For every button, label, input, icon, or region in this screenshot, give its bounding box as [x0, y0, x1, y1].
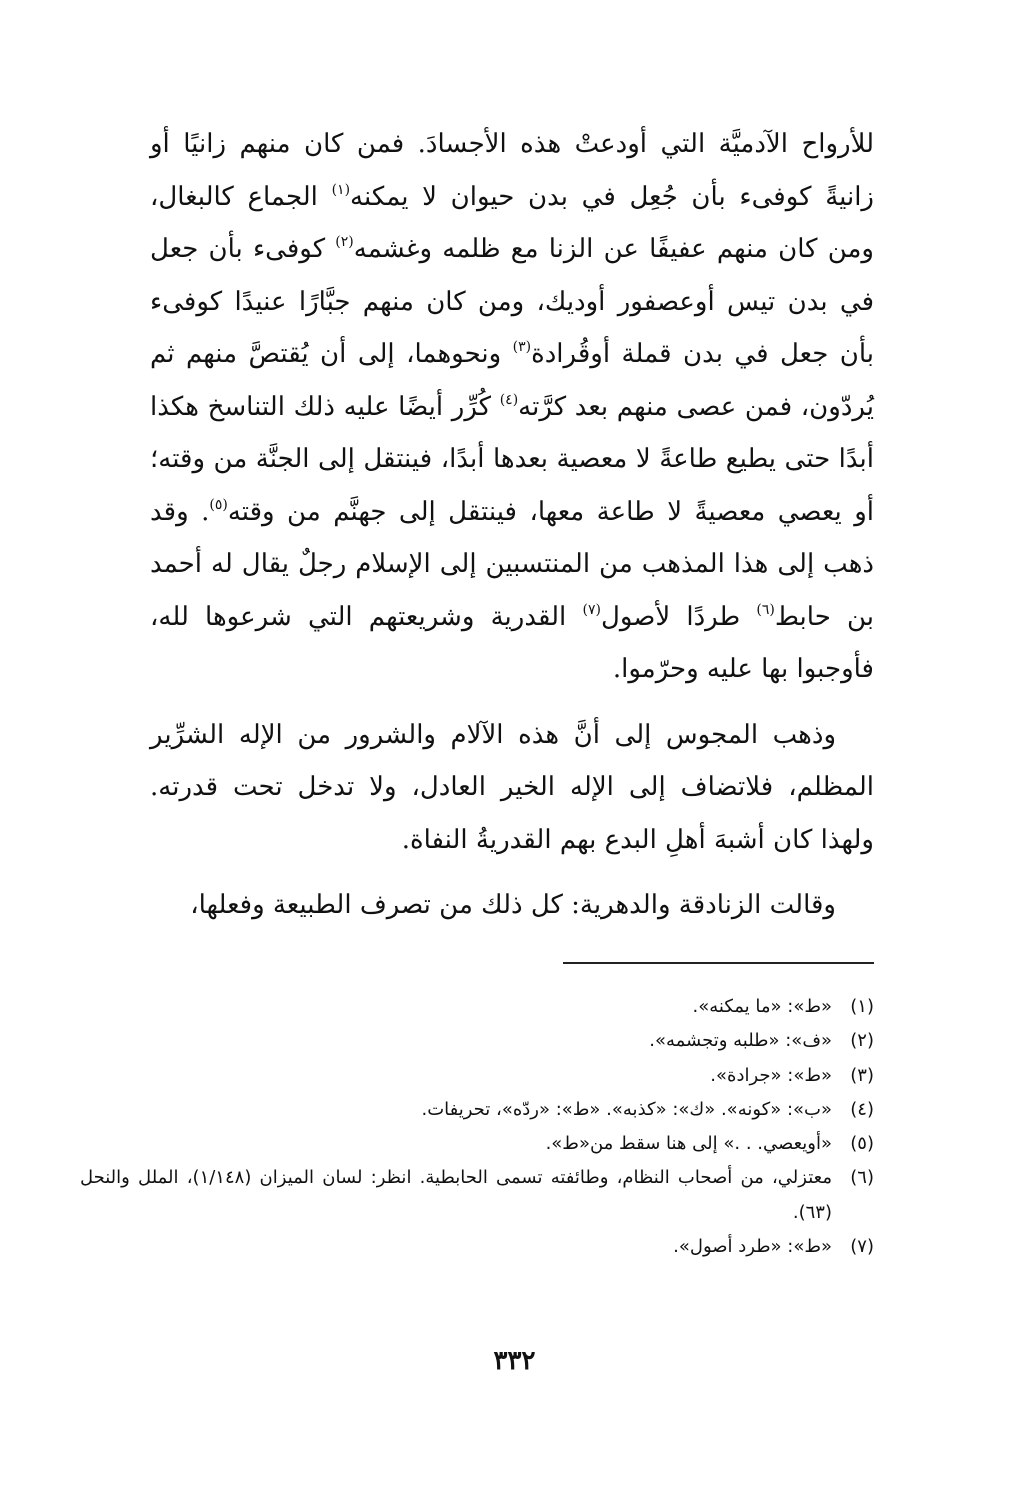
paragraph-3: وقالت الزنادقة والدهرية: كل ذلك من تصرف الطبيعة وفعلها،	[190, 890, 836, 920]
paragraph-1	[150, 118, 874, 696]
text-run: ونحوهما، إلى أن يُقتصَّ منهم ثم يُردّون، فمن عصى منهم بعد كرَّته	[150, 339, 874, 422]
footnote-item	[80, 1059, 874, 1093]
footnote-text: «ط»: «جرادة».	[710, 1064, 832, 1086]
footnote-number: (٤)	[850, 1098, 874, 1120]
footnote-number: (١)	[850, 996, 874, 1017]
text-run: للأرواح الآدميَّة التي أودعتْ هذه الأجسادَ. فمن كان منهم زانيًا أو زانيةً كوفىء بأن جُعِل في بدن حيوان لا يمكنه	[150, 129, 874, 212]
footnote-separator	[563, 962, 874, 964]
text-run: . وقد ذهب إلى هذا المذهب من المنتسبين إلى الإسلام رجلٌ يقال له أحمد بن حابط	[150, 496, 874, 632]
text-run: طردًا لأصول	[600, 601, 757, 632]
footnote-item	[80, 1161, 874, 1230]
footnote-text: «ف»: «طلبه وتجشمه».	[649, 1030, 832, 1052]
footnote-number: (٢)	[850, 1030, 874, 1052]
footnote-ref-5: (٥)	[209, 496, 228, 513]
footnote-number: (٣)	[850, 1064, 874, 1086]
main-text	[150, 118, 874, 945]
text-run: كوفىء بأن جعل في بدن تيس أوعصفور أوديك، ومن كان منهم جبَّارًا عنيدًا كوفىء بأن جعل في بدن قملة أوقُرادة	[150, 234, 874, 369]
footnote-item	[80, 1127, 874, 1161]
footnote-item	[80, 1230, 874, 1264]
footnote-number: (٧)	[850, 1236, 874, 1258]
footnotes-list	[80, 990, 874, 1264]
footnote-number: (٦)	[850, 1167, 874, 1189]
footnote-ref-7: (٧)	[582, 601, 601, 618]
footnote-text: «ط»: «ما يمكنه».	[692, 996, 832, 1017]
footnote-item	[80, 1024, 874, 1058]
footnote-ref-2: (٢)	[335, 234, 354, 250]
footnote-ref-6: (٦)	[756, 601, 775, 618]
text-run: الجماع كالبغال، ومن كان منهم عفيفًا عن الزنا مع ظلمه وغشمه	[150, 181, 874, 264]
footnote-item	[80, 1093, 874, 1127]
footnote-text: معتزلي، من أصحاب النظام، وطائفته تسمى الحابطية. انظر: لسان الميزان (١/١٤٨)، الملل والنحل (٦٣).	[80, 1167, 832, 1223]
text-run: كُرِّر أيضًا عليه ذلك التناسخ هكذا أبدًا حتى يطيع طاعةً لا معصية بعدها أبدًا، فينتقل إلى الجنَّة من وقته؛ أو يعصي معصيةً لا طاعة معها، فينتقل إلى جهنَّم من وقته	[150, 391, 874, 527]
footnote-text: «ب»: «كونه». «ك»: «كذبه». «ط»: «ردّه»، تحريفات.	[421, 1098, 832, 1120]
page-number: ٣٣٢	[493, 1346, 536, 1376]
footnote-number: (٥)	[850, 1133, 874, 1155]
paragraph-2: وذهب المجوس إلى أنَّ هذه الآلام والشرور من الإله الشرِّير المظلم، فلاتضاف إلى الإله الخير العادل، ولا تدخل تحت قدرته. ولهذا كان أشبهَ أهلِ البدع بهم القدريةُ النفاة.	[150, 719, 874, 855]
footnote-item	[80, 990, 874, 1024]
footnote-text: «ط»: «طرد أصول».	[673, 1236, 832, 1258]
footnote-ref-4: (٤)	[499, 391, 519, 408]
text-run: القدرية وشريعتهم التي شرعوها لله، فأوجبوا بها عليه وحرّموا.	[150, 601, 874, 684]
footnote-ref-3: (٣)	[512, 339, 532, 355]
footnote-text: «أويعصي. . .» إلى هنا سقط من«ط».	[545, 1133, 832, 1155]
footnote-ref-1: (١)	[331, 181, 351, 198]
